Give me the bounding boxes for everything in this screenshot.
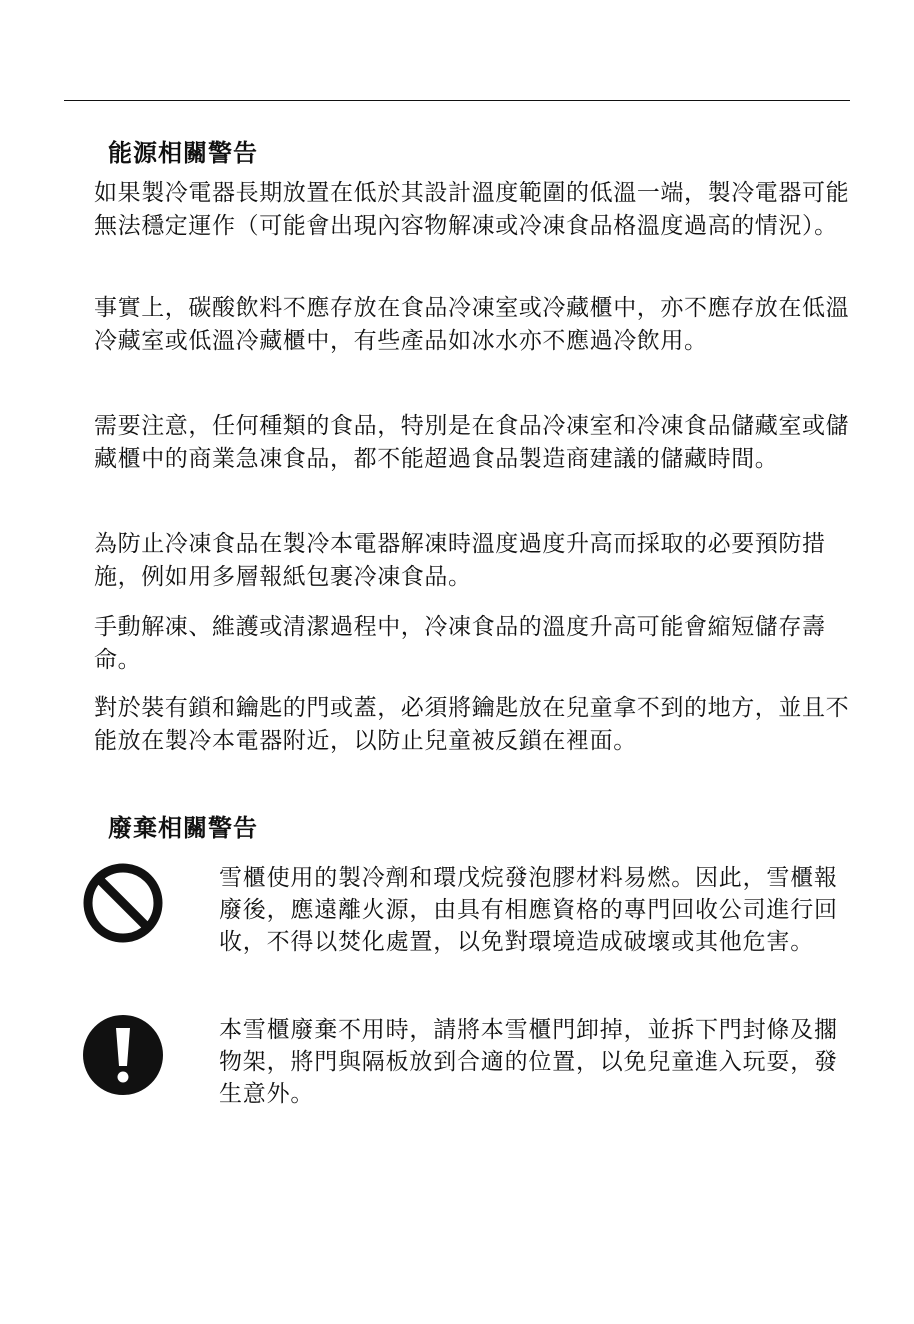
- energy-paragraph-6: 對於裝有鎖和鑰匙的門或蓋，必須將鑰匙放在兒童拿不到的地方，並且不能放在製冷本電器附近，以防止兒童被反鎖在裡面。: [94, 695, 850, 754]
- energy-paragraph-1: 如果製冷電器長期放置在低於其設計溫度範圍的低溫一端，製冷電器可能無法穩定運作（可能會出現內容物解凍或冷凍食品格溫度過高的情況）。: [94, 180, 850, 239]
- prohibition-icon: [82, 862, 164, 944]
- energy-paragraph-3: 需要注意，任何種類的食品，特別是在食品冷凍室和冷凍食品儲藏室或儲藏櫃中的商業急凍食品，都不能超過食品製造商建議的儲藏時間。: [94, 413, 850, 472]
- disposal-warning-heading: 廢棄相關警告: [108, 814, 258, 842]
- disposal-item-2-text: 本雪櫃廢棄不用時，請將本雪櫃門卸掉，並拆下門封條及擱物架，將門與隔板放到合適的位置，以免兒童進入玩耍，發生意外。: [219, 1017, 838, 1107]
- top-divider: [64, 100, 850, 101]
- energy-paragraph-4: 為防止冷凍食品在製冷本電器解凍時溫度過度升高而採取的必要預防措施，例如用多層報紙包裹冷凍食品。: [94, 531, 826, 590]
- exclamation-icon: [82, 1014, 164, 1096]
- disposal-item-1-text: 雪櫃使用的製冷劑和環戊烷發泡膠材料易燃。因此，雪櫃報廢後，應遠離火源，由具有相應資格的專門回收公司進行回收，不得以焚化處置，以免對環境造成破壞或其他危害。: [219, 865, 838, 955]
- energy-paragraph-5: 手動解凍、維護或清潔過程中，冷凍食品的溫度升高可能會縮短儲存壽命。: [94, 614, 826, 673]
- energy-warning-heading: 能源相關警告: [108, 139, 258, 167]
- energy-paragraph-2: 事實上，碳酸飲料不應存放在食品冷凍室或冷藏櫃中，亦不應存放在低溫冷藏室或低溫冷藏櫃中，有些產品如冰水亦不應過冷飲用。: [94, 295, 850, 354]
